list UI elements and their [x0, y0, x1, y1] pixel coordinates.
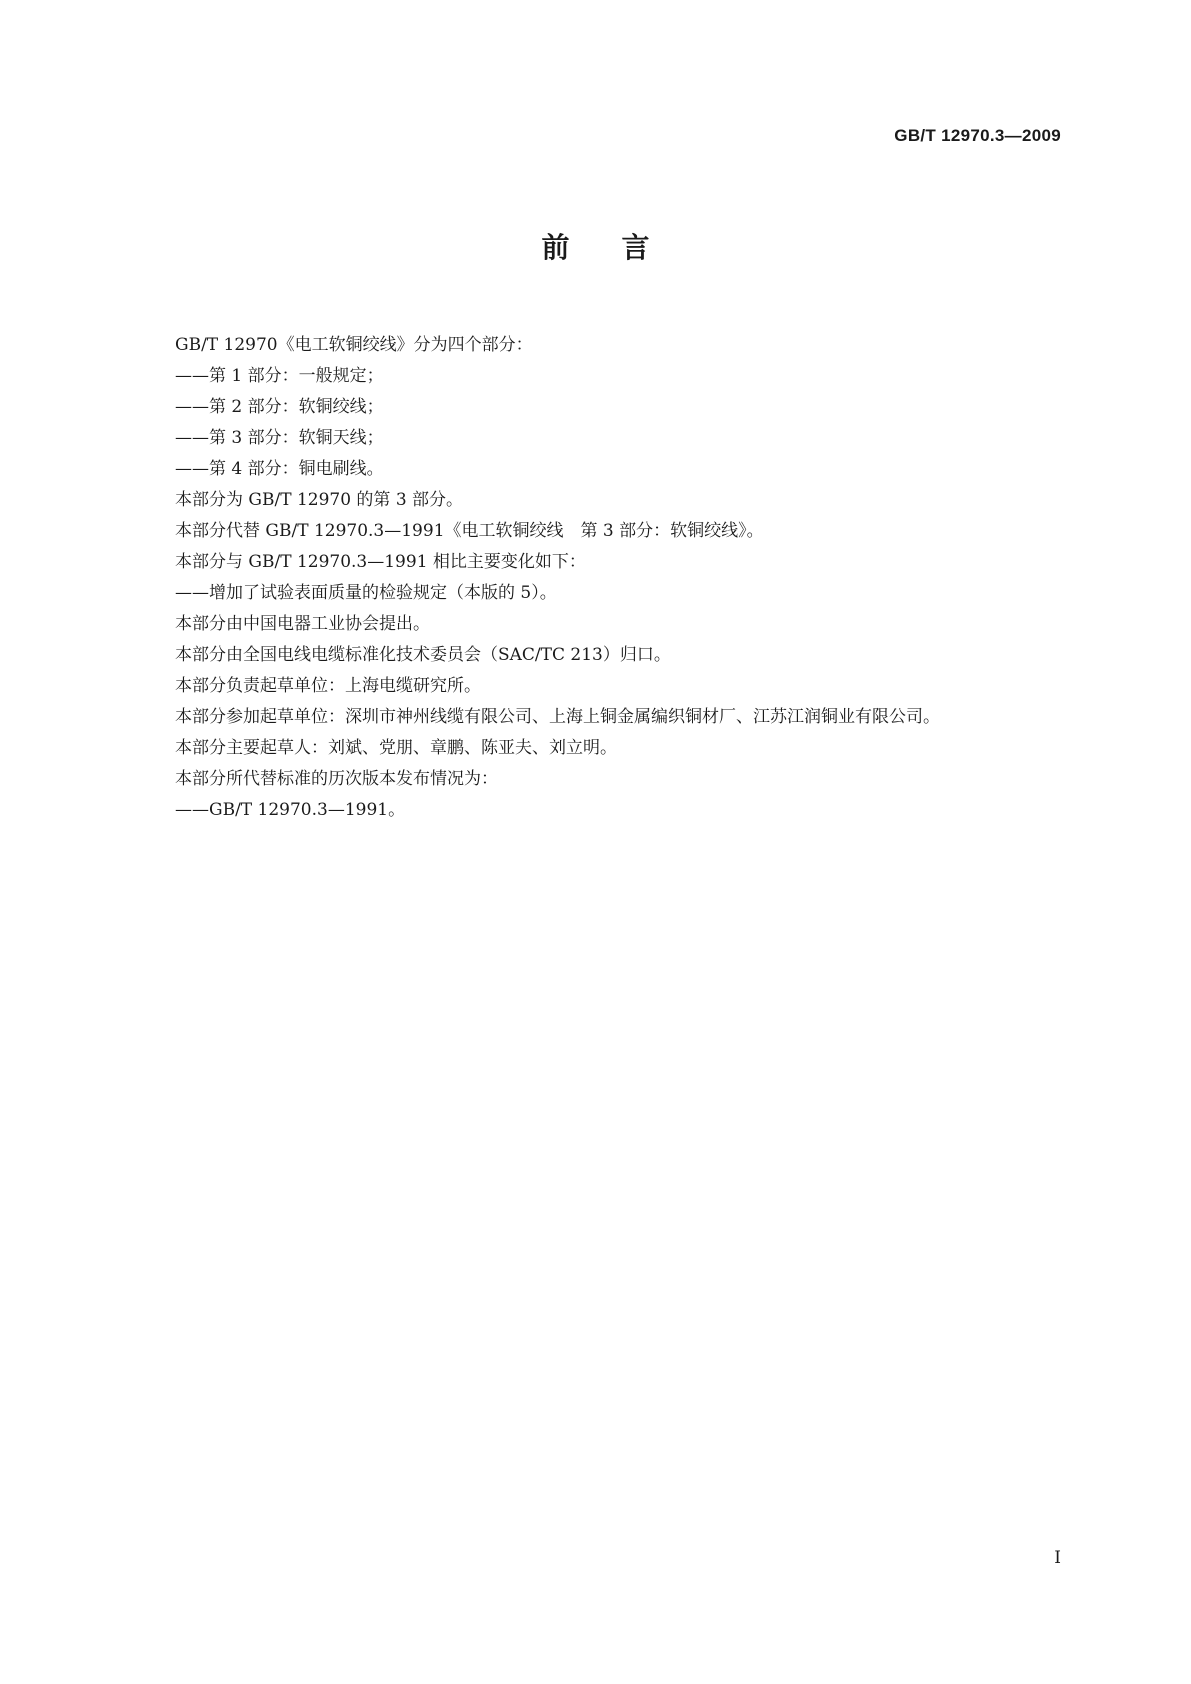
- paragraph-scope: 本部分为 GB/T 12970 的第 3 部分。: [175, 490, 464, 510]
- paragraph-proposer: 本部分由中国电器工业协会提出。: [175, 614, 430, 634]
- paragraph-history: 本部分所代替标准的历次版本发布情况为：: [175, 769, 498, 789]
- paragraph-intro: GB/T 12970《电工软铜绞线》分为四个部分：: [175, 335, 533, 355]
- paragraph-replaces: 本部分代替 GB/T 12970.3—1991《电工软铜绞线 第 3 部分：软铜绞线》。: [175, 521, 764, 541]
- list-item-part-3: ——第 3 部分：软铜天线；: [175, 428, 384, 448]
- page-title: 前言: [541, 231, 702, 264]
- paragraph-drafters: 本部分主要起草人：刘斌、党朋、章鹏、陈亚夫、刘立明。: [175, 738, 617, 758]
- standard-code: GB/T 12970.3—2009: [894, 126, 1061, 145]
- foreword-body: [133, 330, 1063, 826]
- list-item-change: ——增加了试验表面质量的检验规定（本版的 5）。: [175, 583, 557, 603]
- list-item-part-1: ——第 1 部分：一般规定；: [175, 366, 384, 386]
- paragraph-committee: 本部分由全国电线电缆标准化技术委员会（SAC/TC 213）归口。: [175, 645, 671, 665]
- paragraph-participating-units: 本部分参加起草单位：深圳市神州线缆有限公司、上海上铜金属编织铜材厂、江苏江润铜业有限公司。: [175, 707, 940, 727]
- paragraph-changes: 本部分与 GB/T 12970.3—1991 相比主要变化如下：: [175, 552, 586, 572]
- list-item-part-4: ——第 4 部分：铜电刷线。: [175, 459, 384, 479]
- paragraph-drafting-unit: 本部分负责起草单位：上海电缆研究所。: [175, 676, 481, 696]
- page-number: I: [1054, 1548, 1061, 1568]
- list-item-history: ——GB/T 12970.3—1991。: [175, 800, 406, 820]
- list-item-part-2: ——第 2 部分：软铜绞线；: [175, 397, 384, 417]
